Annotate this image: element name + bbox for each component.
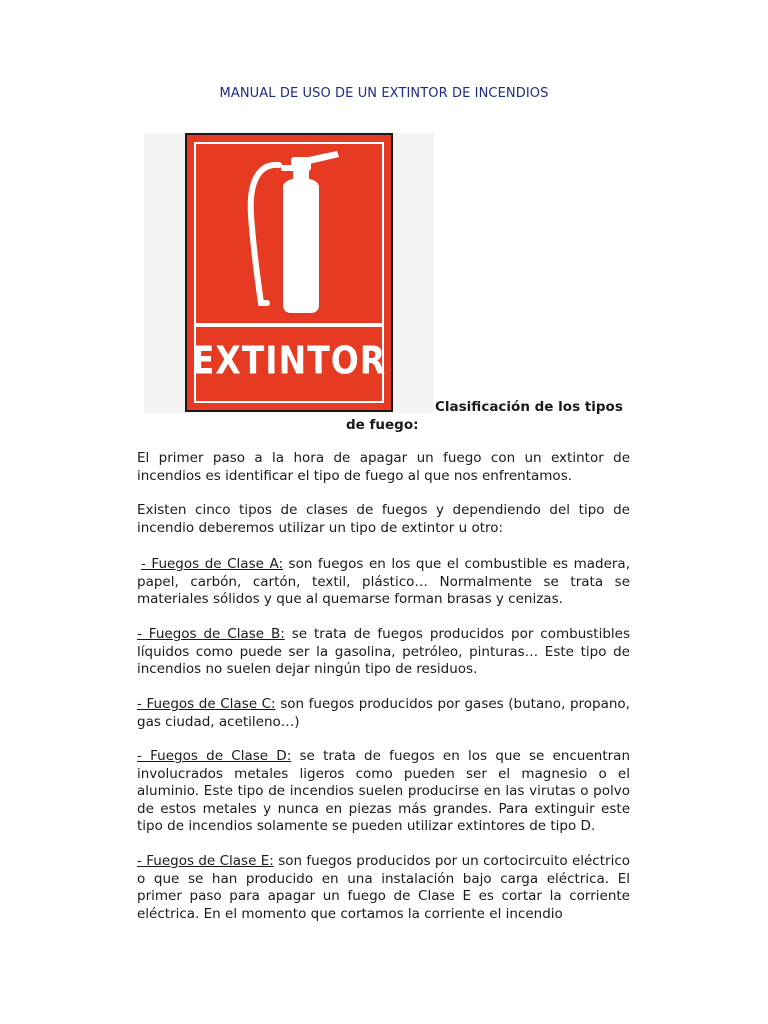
extinguisher-sign-image xyxy=(144,133,434,413)
class-b-text: se trata de fuegos producidos por combustibles líquidos como puede ser la gasolina, petróleo, pinturas… Este tipo de incendios no suelen dejar ningún tipo de residuos. xyxy=(137,626,630,677)
class-c-paragraph xyxy=(137,696,630,731)
section-heading-line2: de fuego: xyxy=(346,417,419,433)
class-a-label: - Fuegos de Clase A: xyxy=(141,556,283,572)
class-a-paragraph xyxy=(137,556,630,609)
fire-extinguisher-icon xyxy=(187,135,391,325)
class-a-text: son fuegos en los que el combustible es madera, papel, carbón, cartón, textil, plástico… Normalmente se trata se materiales sólidos y que al quemarse forman brasas y cenizas. xyxy=(137,556,630,607)
class-e-text: son fuegos producidos por un cortocircuito eléctrico o que se han producido en una instalación bajo carga eléctrica. El primer paso para apagar un fuego de Clase E es cortar la corriente eléctrica. En el momento que cortamos la corriente el incendio xyxy=(137,853,630,922)
class-d-label: - Fuegos de Clase D: xyxy=(137,748,292,764)
class-e-label: - Fuegos de Clase E: xyxy=(137,853,274,869)
section-heading-line1: Clasificación de los tipos xyxy=(435,399,623,415)
class-c-text: son fuegos producidos por gases (butano, propano, gas ciudad, acetileno…) xyxy=(137,696,630,730)
sign-separator xyxy=(194,323,384,327)
intro-paragraph: El primer paso a la hora de apagar un fuego con un extintor de incendios es identificar el tipo de fuego al que nos enfrentamos. xyxy=(137,450,630,484)
class-b-label: - Fuegos de Clase B: xyxy=(137,626,285,642)
class-b-paragraph xyxy=(137,626,630,679)
extinguisher-sign xyxy=(185,133,393,412)
class-d-text: se trata de fuegos en los que se encuentran involucrados metales ligeros como pueden ser el magnesio o el aluminio. Este tipo de incendios suelen producirse en las virutas o polvo de estos metales y nunca en piezas más grandes. Para extinguir este tipo de incendios solamente se pueden utilizar extintores de tipo D. xyxy=(137,748,630,834)
class-d-paragraph xyxy=(137,748,630,836)
document-title: MANUAL DE USO DE UN EXTINTOR DE INCENDIOS xyxy=(219,86,549,101)
sign-label: EXTINTOR xyxy=(191,338,387,383)
class-c-label: - Fuegos de Clase C: xyxy=(137,696,276,712)
class-e-paragraph xyxy=(137,853,630,923)
types-intro-paragraph: Existen cinco tipos de clases de fuegos y dependiendo del tipo de incendio deberemos utilizar un tipo de extintor u otro: xyxy=(137,502,630,536)
